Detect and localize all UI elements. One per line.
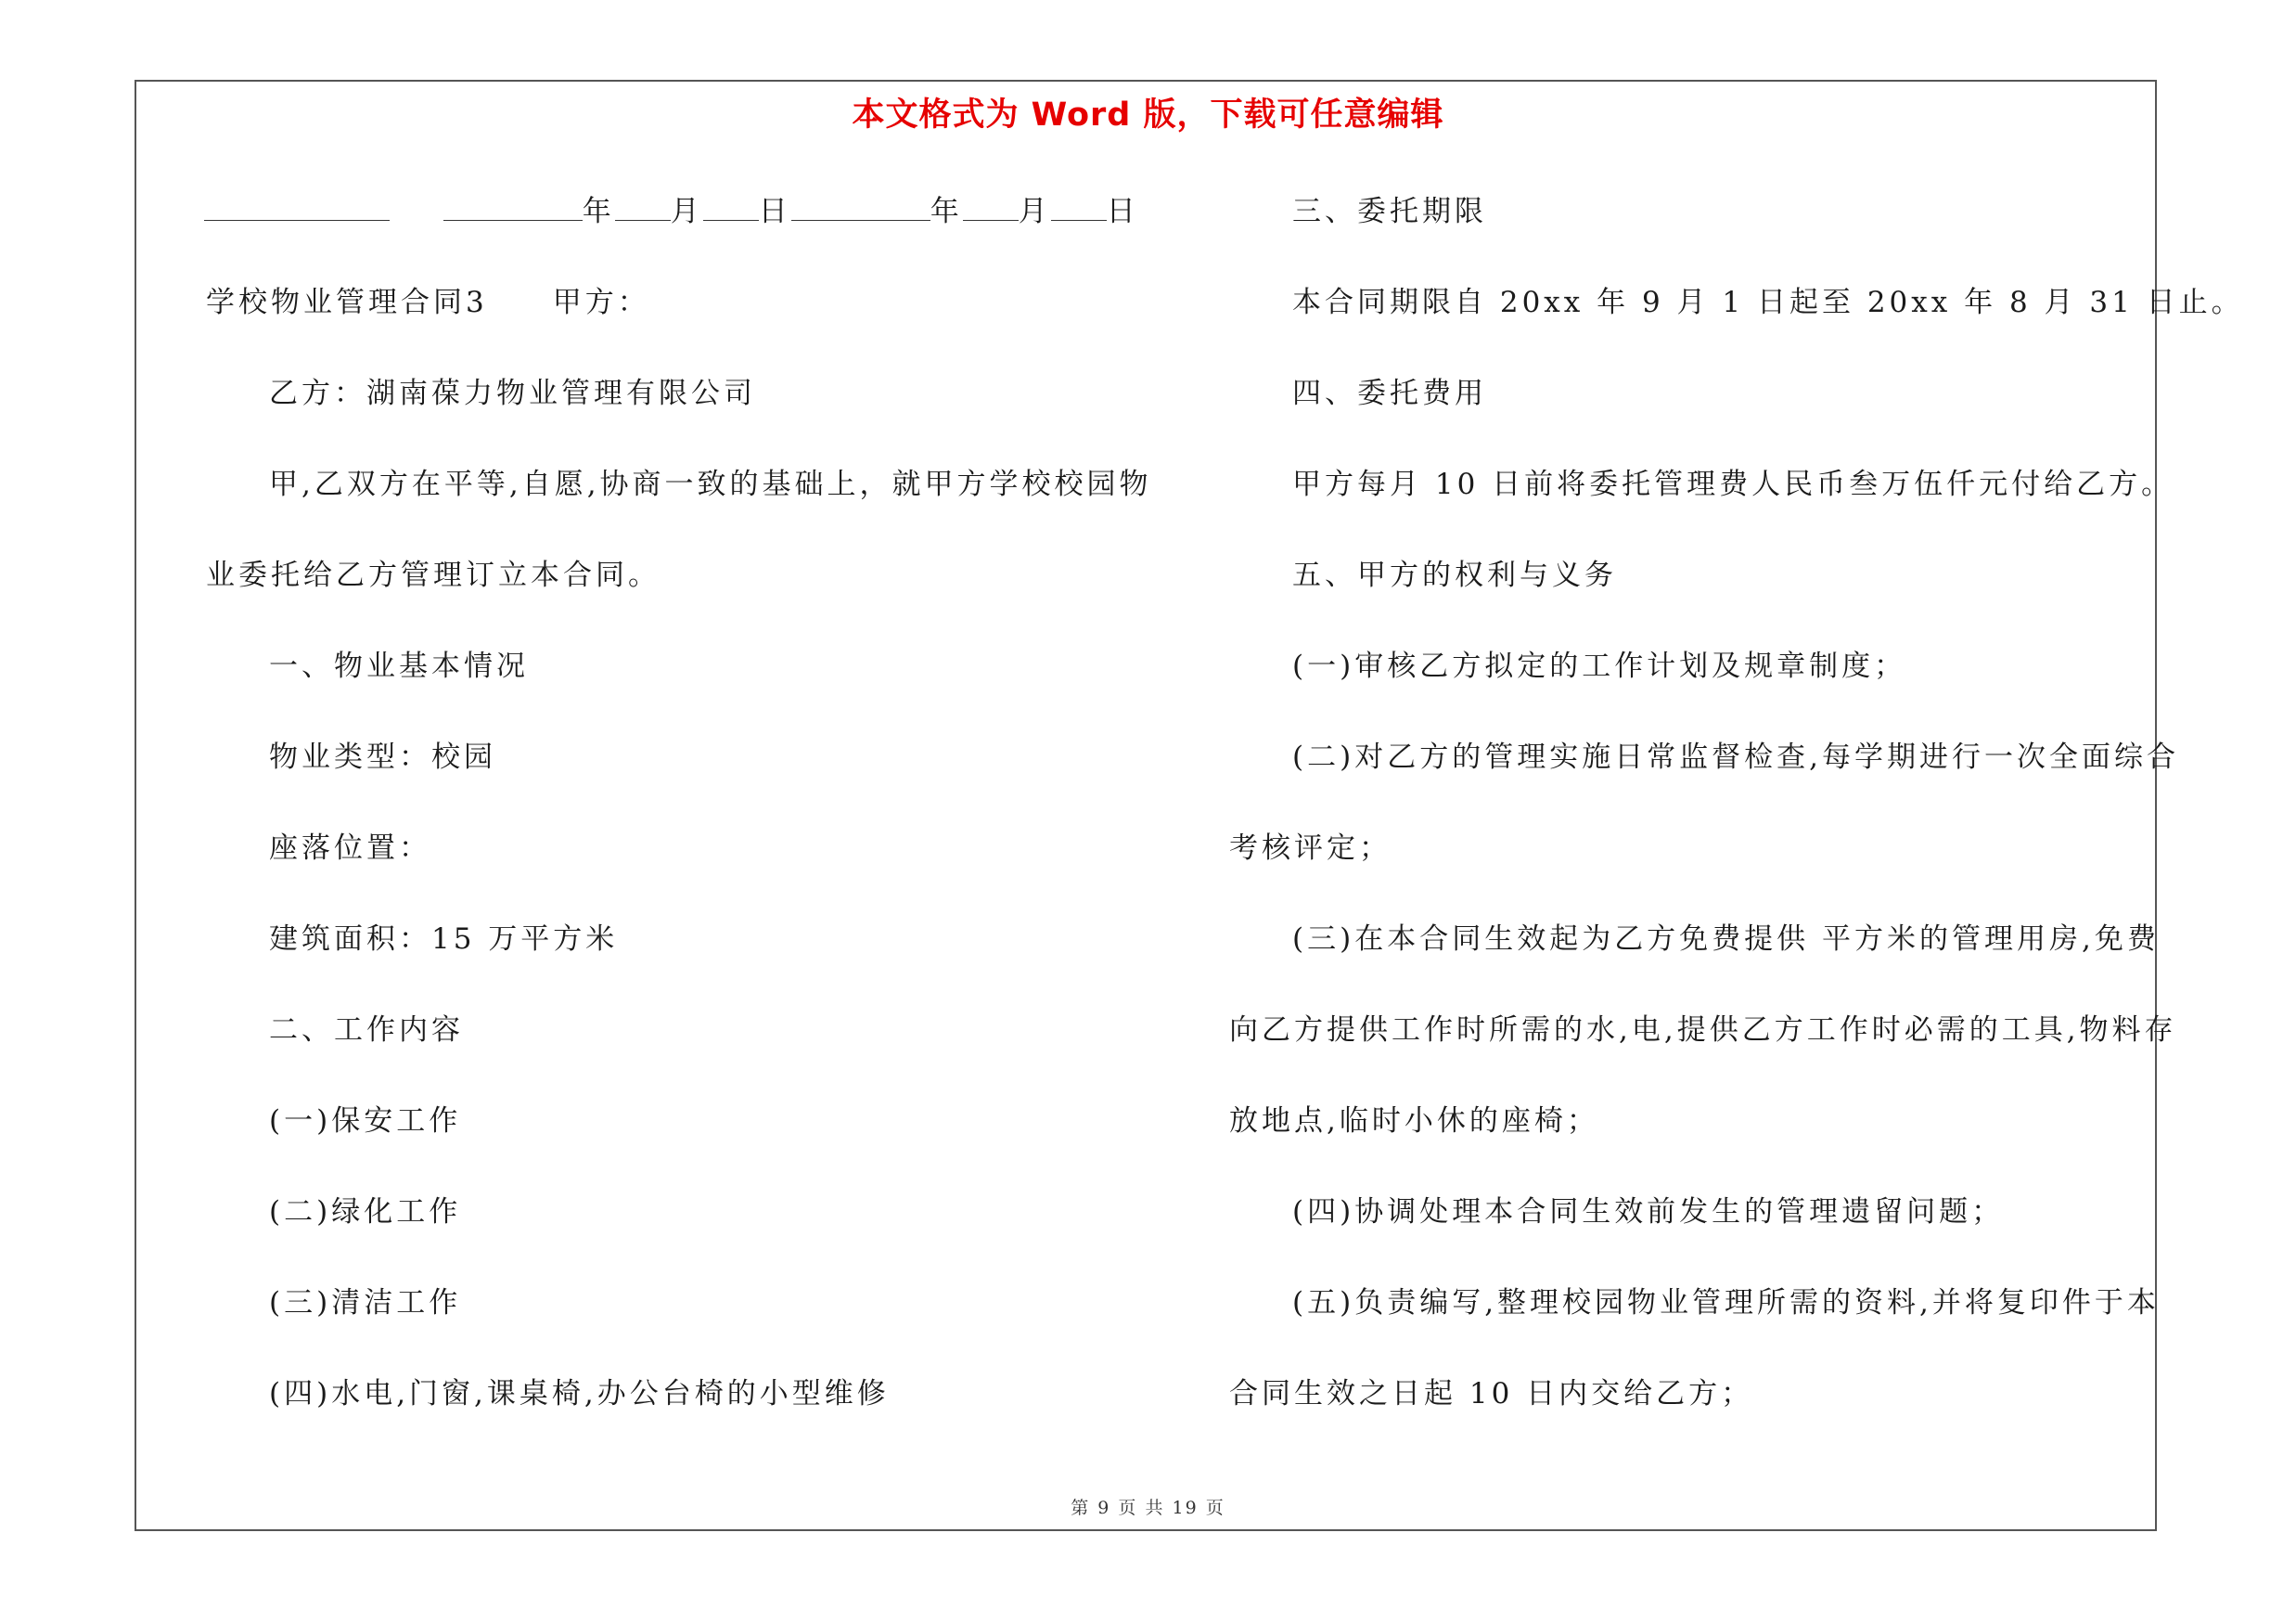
right-item-2a: (二)对乙方的管理实施日常监督检查,每学期进行一次全面综合	[1292, 741, 2180, 774]
right-item-3c: 放地点,临时小休的座椅；	[1229, 1104, 1599, 1138]
year-label: 年	[582, 195, 615, 228]
work-item-1: (一)保安工作	[269, 1104, 462, 1138]
section-3-heading: 三、委托期限	[1292, 195, 1487, 228]
day-label: 日	[758, 195, 791, 228]
blank-day-1	[703, 194, 759, 221]
year-label-2: 年	[930, 195, 963, 228]
intro-line-1: 甲,乙双方在平等,自愿,协商一致的基础上，就甲方学校校园物	[269, 468, 1152, 501]
date-fill-line	[204, 193, 1139, 230]
blank-party-a	[204, 194, 390, 221]
right-item-4: (四)协调处理本合同生效前发生的管理遗留问题；	[1292, 1195, 2005, 1229]
work-item-4: (四)水电,门窗,课桌椅,办公台椅的小型维修	[269, 1377, 890, 1410]
location-line: 座落位置：	[269, 831, 431, 865]
section-1-heading: 一、物业基本情况	[269, 650, 529, 683]
right-item-3b: 向乙方提供工作时所需的水,电,提供乙方工作时必需的工具,物料存	[1229, 1013, 2177, 1047]
fee-line: 甲方每月 10 日前将委托管理费人民币叁万伍仟元付给乙方。	[1292, 468, 2174, 501]
contract-title-line: 学校物业管理合同3 甲方：	[206, 286, 650, 319]
right-item-2b: 考核评定；	[1229, 831, 1392, 865]
term-line: 本合同期限自 20xx 年 9 月 1 日起至 20xx 年 8 月 31 日止。	[1292, 286, 2244, 319]
section-2-heading: 二、工作内容	[269, 1013, 464, 1047]
blank-year-1	[443, 194, 583, 221]
property-type-line: 物业类型：校园	[269, 741, 496, 774]
word-format-banner: 本文格式为 Word 版，下载可任意编辑	[852, 97, 1444, 134]
month-label-2: 月	[1018, 195, 1051, 228]
area-line: 建筑面积：15 万平方米	[269, 922, 619, 956]
section-4-heading: 四、委托费用	[1292, 377, 1487, 410]
intro-line-2: 业委托给乙方管理订立本合同。	[206, 559, 661, 592]
right-item-3a: (三)在本合同生效起为乙方免费提供 平方米的管理用房,免费	[1292, 922, 2160, 956]
section-5-heading: 五、甲方的权利与义务	[1292, 559, 1617, 592]
page-number-footer: 第 9 页 共 19 页	[1071, 1498, 1225, 1518]
blank-month-1	[615, 194, 671, 221]
right-item-5b: 合同生效之日起 10 日内交给乙方；	[1229, 1377, 1754, 1410]
party-b-line: 乙方：湖南葆力物业管理有限公司	[269, 377, 756, 410]
blank-year-2	[791, 194, 930, 221]
work-item-3: (三)清洁工作	[269, 1286, 462, 1320]
right-item-5a: (五)负责编写,整理校园物业管理所需的资料,并将复印件于本	[1292, 1286, 2160, 1320]
blank-month-2	[963, 194, 1019, 221]
work-item-2: (二)绿化工作	[269, 1195, 462, 1229]
right-item-1: (一)审核乙方拟定的工作计划及规章制度；	[1292, 650, 1907, 683]
blank-day-2	[1051, 194, 1107, 221]
month-label: 月	[670, 195, 703, 228]
day-label-2: 日	[1106, 195, 1139, 228]
